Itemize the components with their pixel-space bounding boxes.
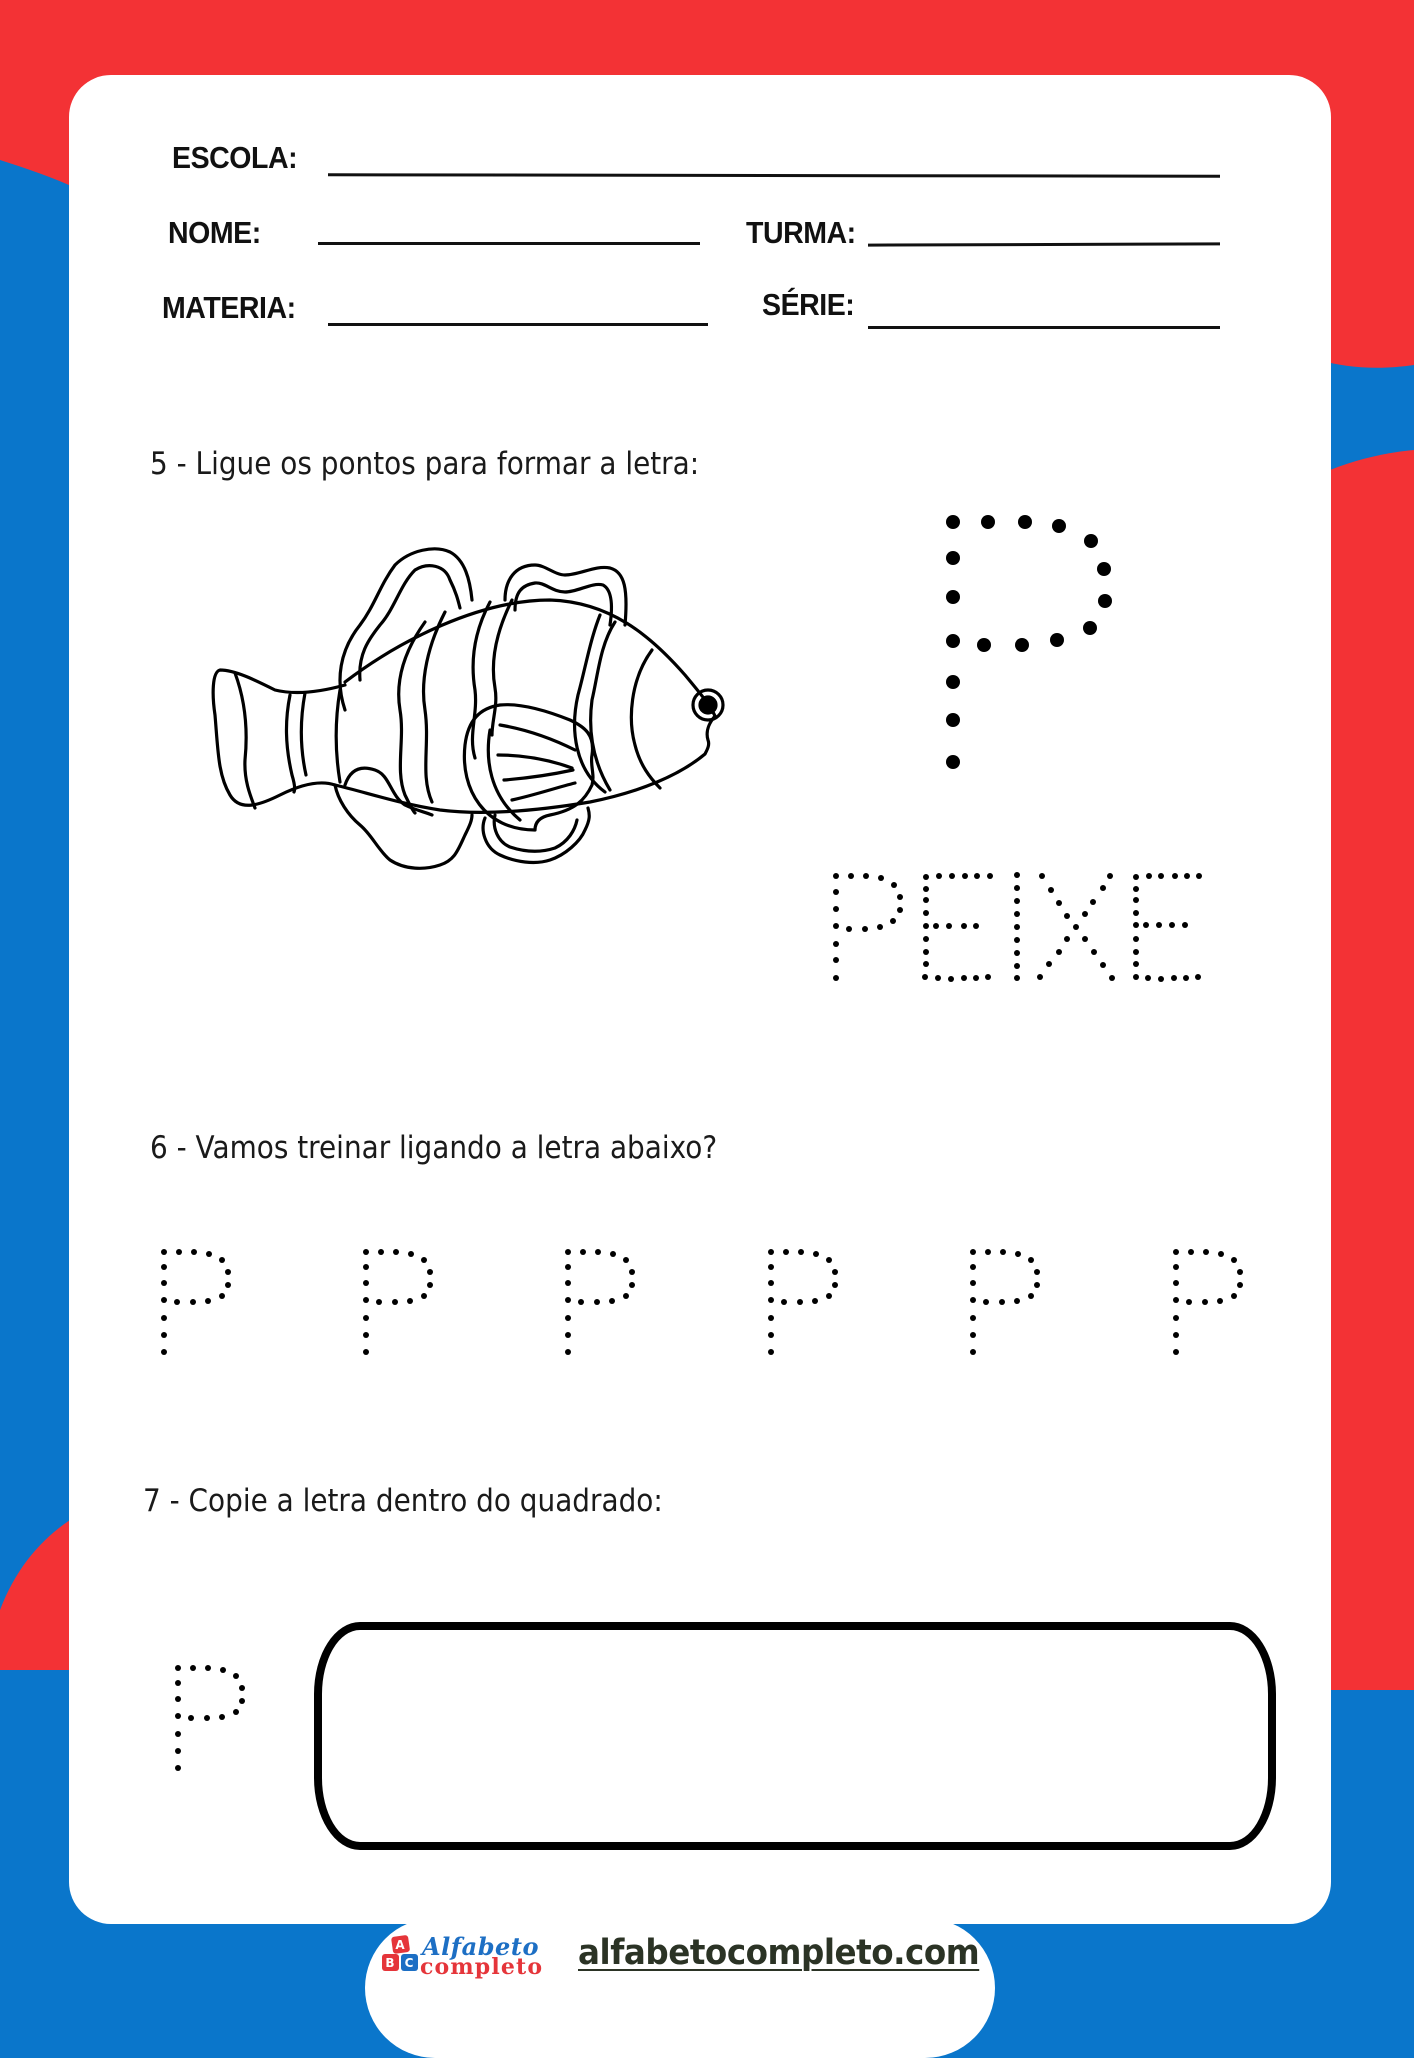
svg-text:C: C bbox=[404, 1956, 414, 1970]
clownfish-icon bbox=[200, 530, 780, 900]
svg-text:Alfabeto: Alfabeto bbox=[422, 1932, 537, 1961]
serie-input-line[interactable] bbox=[868, 326, 1220, 329]
website-link[interactable]: alfabetocompleto.com bbox=[578, 1933, 980, 1973]
materia-input-line[interactable] bbox=[328, 323, 708, 326]
dotted-word-peixe[interactable] bbox=[820, 860, 1210, 990]
question-7-text: 7 - Copie a letra dentro do quadrado: bbox=[143, 1483, 663, 1519]
question-5-text: 5 - Ligue os pontos para formar a letra: bbox=[150, 446, 700, 482]
materia-label: MATERIA: bbox=[162, 290, 296, 325]
dotted-letter-p-large[interactable] bbox=[930, 505, 1130, 785]
question-6-text: 6 - Vamos treinar ligando a letra abaixo? bbox=[150, 1130, 718, 1166]
serie-label: SÉRIE: bbox=[762, 287, 855, 322]
copy-letter-answer-box[interactable] bbox=[314, 1622, 1276, 1850]
svg-text:A: A bbox=[395, 1938, 405, 1952]
turma-label: TURMA: bbox=[746, 215, 856, 250]
nome-label: NOME: bbox=[168, 215, 261, 250]
svg-text:B: B bbox=[385, 1956, 395, 1970]
escola-label: ESCOLA: bbox=[172, 140, 298, 175]
nome-input-line[interactable] bbox=[318, 242, 700, 245]
alfabeto-completo-logo bbox=[380, 1932, 545, 1984]
svg-text:completo: completo bbox=[420, 1954, 540, 1980]
